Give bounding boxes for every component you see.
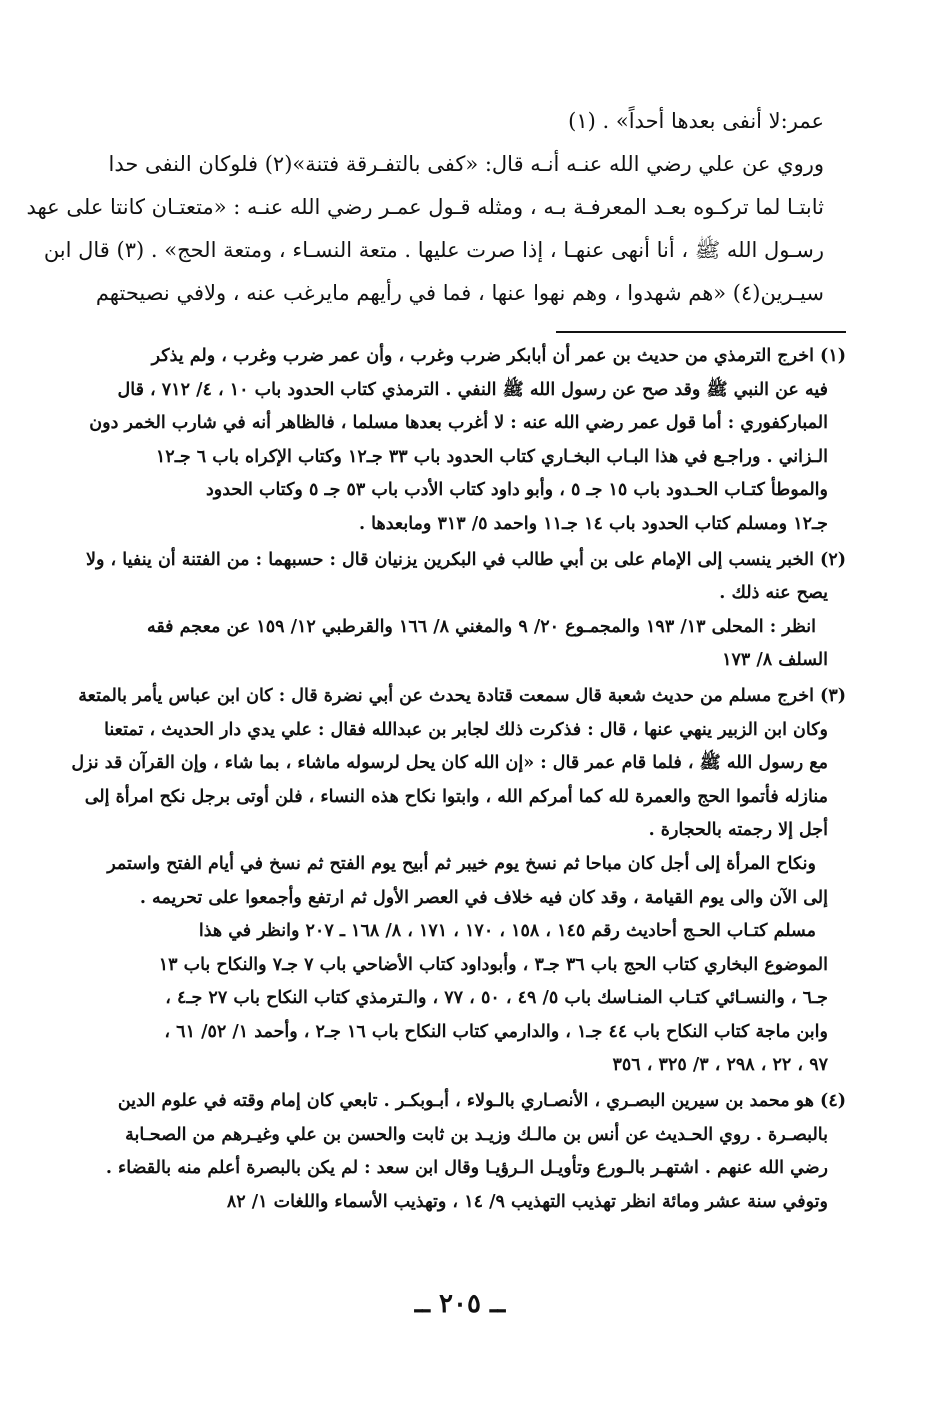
footnote-line: مع رسول الله ﷺ ، فلما قام عمر قال : «إن الله كان يحل لرسوله ماشاء ، بما شاء ، وإن القرآن قد نزل	[71, 753, 828, 774]
footnote-line: (٤) هو محمد بن سيرين البصـري ، الأنصـاري بالـولاء ، أبـوبكـر . تابعي كان إمام وقته في علوم الدين	[117, 1091, 846, 1112]
main-text-line: رسـول الله ﷺ ، أنا أنهى عنهـا ، إذا صرت عليها . متعة النسـاء ، ومتعة الحج» . (٣) قال ابن	[43, 238, 824, 262]
main-text-line: ثابتـا لما تركـوه بعـد المعرفـة بـه ، ومثله قـول عمـر رضي الله عنـه : «متعتـان كانتا على عهد	[26, 195, 824, 219]
footnote-line: جـ١٢ ومسلم كتاب الحدود باب ١٤ جـ١١ واحمد ٥/ ٣١٣ ومابعدها .	[358, 513, 828, 534]
footnote-line: إلى الآن والى يوم القيامة ، وقد كان فيه خلاف في العصر الأول ثم ارتفع وأجمعوا على تحريمه .	[139, 887, 828, 908]
footnotes	[71, 340, 846, 1219]
main-text-line: وروي عن علي رضي الله عنـه أنـه قال: «كفى بالتفـرقة فتنة»(٢) فلوكان النفى حدا	[108, 152, 824, 176]
footnote-line: أجل إلا رجمته بالحجارة .	[648, 820, 828, 841]
footnote-1	[89, 340, 846, 542]
main-text-line: عمر:لا أنفى بعدها أحداً» . (١)	[568, 109, 824, 133]
footnote-line: الموضوع البخاري كتاب الحج باب ٣٦ جـ٣ ، وأبوداود كتاب الأضاحي باب ٧ جـ٧ والنكاح باب ١٣	[158, 954, 828, 975]
footnote-line: منازله فأتموا الحج والعمرة لله كما أمركم الله ، وابتوا نكاح هذه النساء ، فلن أوتى برجل نكح امرأة إلى	[84, 786, 828, 807]
footnote-line: (٢) الخبر ينسب إلى الإمام على بن أبي طالب في البكرين يزنيان قال : حسبهما : من الفتنة أن ينفيا ، ولا	[85, 549, 846, 570]
footnote-4	[96, 1085, 846, 1219]
footnote-line: بالبصـرة . روي الحـديث عن أنس بن مالـك وزيـد بن ثابت والحسن بن علي وغيـرهم من الصحـابة	[125, 1124, 828, 1145]
footnote-line: الـزاني . وراجـع في هذا البـاب البخـاري كتاب الحدود باب ٣٣ جـ١٢ وكتاب الإكراه باب ٦ جـ١٢	[155, 446, 828, 467]
footnote-line: وكان ابن الزبير ينهي عنها ، قال : فذكرت ذلك لجابر بن عبدالله فقال : علي يدي دار الحديث ، تمتعنا	[104, 719, 828, 740]
footnote-line: انظر : المحلى ١٣/ ١٩٣ والمجمـوع ٢٠/ ٩ والمغني ٨/ ١٦٦ والقرطبي ١٢/ ١٥٩ عن معجم فقه	[146, 616, 816, 637]
footnote-line: المباركفوري : أما قول عمر رضي الله عنه : لا أغرب بعدها مسلما ، فالظاهر أنه في شارب الخمر دون	[89, 413, 828, 434]
main-text-line: سيـرين(٤) «هم شهدوا ، وهم نهوا عنها ، فما في رأيهم مايرغب عنه ، ولافي نصيحتهم	[95, 281, 824, 305]
footnote-divider	[556, 331, 846, 333]
footnote-line: ٩٧ ، ٢٢ ، ٢٩٨ ، ٣/ ٣٢٥ ، ٣٥٦	[612, 1055, 828, 1076]
footnote-line: جـ٦ ، والنسـائي كتـاب المنـاسك باب ٥/ ٤٩ ، ٥٠ ، ٧٧ ، والـترمذي كتاب النكاح باب ٢٧ جـ٤ ،	[165, 988, 828, 1009]
footnote-line: يصح عنه ذلك .	[719, 583, 828, 604]
footnote-line: السلف ٨/ ١٧٣	[722, 650, 828, 671]
footnote-line: وتوفي سنة عشر ومائة انظر تهذيب التهذيب ٩/ ١٤ ، وتهذيب الأسماء واللغات ١/ ٨٢	[226, 1191, 828, 1212]
footnote-3	[71, 680, 846, 1083]
footnote-line: والموطأ كتـاب الحـدود باب ١٥ جـ ٥ ، وأبو داود كتاب الأدب باب ٥٣ جـ ٥ وكتاب الحدود	[205, 480, 828, 501]
footnote-line: ونكاح المرأة إلى أجل كان مباحا ثم نسخ يوم خيبر ثم أبيح يوم الفتح ثم نسخ في أيام الفتح واستمر	[107, 853, 816, 874]
footnote-line: (٣) اخرج مسلم من حديث شعبة قال سمعت قتادة يحدث عن أبي نضرة قال : كان ابن عباس يأمر بالمتعة	[78, 685, 846, 706]
footnote-line: مسلم كتـاب الحـج أحاديث رقم ١٤٥ ، ١٥٨ ، ١٧٠ ، ١٧١ ، ٨/ ١٦٨ ـ ٢٠٧ وانظر في هذا	[198, 921, 816, 942]
footnote-line: وابن ماجة كتاب النكاح باب ٤٤ جـ١ ، والدارمي كتاب النكاح باب ١٦ جـ٢ ، وأحمد ١/ ٥٢/ ٦١ ،	[164, 1021, 828, 1042]
footnote-line: رضي الله عنهم . اشتهـر بالـورع وتأويـل الـرؤيـا وقال ابن سعد : لم يكن بالبصرة أعلم منه بالقضاء .	[105, 1158, 828, 1179]
footnote-line: (١) اخرج الترمذي من حديث بن عمر أن أبابكر ضرب وغرب ، وأن عمر ضرب وغرب ، ولم يذكر	[151, 346, 846, 366]
footnote-2	[85, 544, 846, 678]
footnote-line: فيه عن النبي ﷺ وقد صح عن رسول الله ﷺ النفي . الترمذي كتاب الحدود باب ١٠ ، ٤/ ٧١٢ ، قال	[117, 379, 828, 400]
page-number: ــ ٢٠٥ ــ	[414, 1289, 506, 1319]
main-text	[26, 100, 824, 315]
